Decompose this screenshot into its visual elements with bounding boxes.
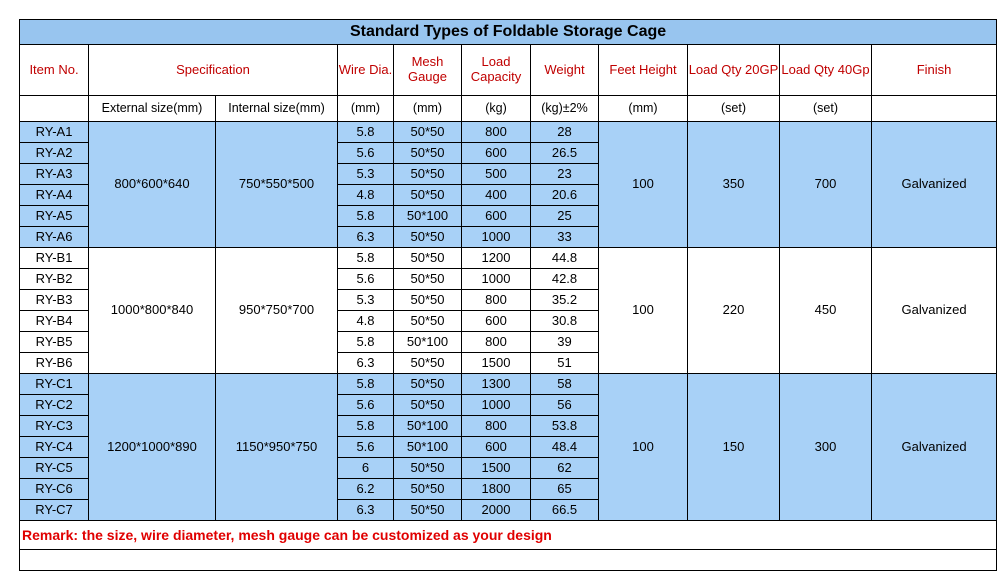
mesh-gauge-cell: 50*50 <box>394 395 462 416</box>
wire-dia-cell: 6.3 <box>338 500 394 521</box>
header-mesh-gauge: Mesh Gauge <box>394 45 462 96</box>
unit-load-qty-40gp: (set) <box>780 96 872 122</box>
unit-external-size: External size(mm) <box>89 96 216 122</box>
mesh-gauge-cell: 50*100 <box>394 332 462 353</box>
load-capacity-cell: 1500 <box>462 458 531 479</box>
table-title: Standard Types of Foldable Storage Cage <box>20 20 997 45</box>
weight-cell: 20.6 <box>531 185 599 206</box>
weight-cell: 62 <box>531 458 599 479</box>
weight-cell: 66.5 <box>531 500 599 521</box>
wire-dia-cell: 5.8 <box>338 332 394 353</box>
load-capacity-cell: 1000 <box>462 395 531 416</box>
wire-dia-cell: 5.8 <box>338 374 394 395</box>
internal-size-cell: 750*550*500 <box>216 122 338 248</box>
load-capacity-cell: 1000 <box>462 227 531 248</box>
mesh-gauge-cell: 50*100 <box>394 206 462 227</box>
unit-feet-height: (mm) <box>599 96 688 122</box>
weight-cell: 23 <box>531 164 599 185</box>
load-capacity-cell: 1300 <box>462 374 531 395</box>
wire-dia-cell: 5.3 <box>338 164 394 185</box>
unit-item-blank <box>20 96 89 122</box>
header-finish: Finish <box>872 45 997 96</box>
storage-cage-table <box>19 19 997 571</box>
weight-cell: 39 <box>531 332 599 353</box>
units-row <box>20 96 997 122</box>
mesh-gauge-cell: 50*50 <box>394 143 462 164</box>
mesh-gauge-cell: 50*50 <box>394 290 462 311</box>
header-item-no: Item No. <box>20 45 89 96</box>
weight-cell: 53.8 <box>531 416 599 437</box>
unit-load-capacity: (kg) <box>462 96 531 122</box>
mesh-gauge-cell: 50*100 <box>394 416 462 437</box>
external-size-cell: 1000*800*840 <box>89 248 216 374</box>
load-capacity-cell: 800 <box>462 332 531 353</box>
item-no-cell: RY-A4 <box>20 185 89 206</box>
header-load-capacity: Load Capacity <box>462 45 531 96</box>
feet-height-cell: 100 <box>599 374 688 521</box>
feet-height-cell: 100 <box>599 248 688 374</box>
item-no-cell: RY-A2 <box>20 143 89 164</box>
item-no-cell: RY-B2 <box>20 269 89 290</box>
load-capacity-cell: 800 <box>462 122 531 143</box>
mesh-gauge-cell: 50*50 <box>394 458 462 479</box>
load-capacity-cell: 600 <box>462 143 531 164</box>
internal-size-cell: 950*750*700 <box>216 248 338 374</box>
wire-dia-cell: 6 <box>338 458 394 479</box>
load-qty-40gp-cell: 300 <box>780 374 872 521</box>
finish-cell: Galvanized <box>872 374 997 521</box>
header-specification: Specification <box>89 45 338 96</box>
unit-internal-size: Internal size(mm) <box>216 96 338 122</box>
wire-dia-cell: 5.6 <box>338 437 394 458</box>
header-wire-dia: Wire Dia. <box>338 45 394 96</box>
wire-dia-cell: 5.6 <box>338 143 394 164</box>
item-no-cell: RY-B1 <box>20 248 89 269</box>
load-capacity-cell: 1800 <box>462 479 531 500</box>
load-capacity-cell: 2000 <box>462 500 531 521</box>
item-no-cell: RY-A3 <box>20 164 89 185</box>
mesh-gauge-cell: 50*50 <box>394 353 462 374</box>
item-no-cell: RY-C6 <box>20 479 89 500</box>
load-capacity-cell: 600 <box>462 311 531 332</box>
item-no-cell: RY-C7 <box>20 500 89 521</box>
wire-dia-cell: 5.6 <box>338 269 394 290</box>
header-row <box>20 45 997 96</box>
weight-cell: 58 <box>531 374 599 395</box>
unit-finish-blank <box>872 96 997 122</box>
mesh-gauge-cell: 50*50 <box>394 248 462 269</box>
wire-dia-cell: 5.8 <box>338 416 394 437</box>
load-capacity-cell: 600 <box>462 206 531 227</box>
item-no-cell: RY-C1 <box>20 374 89 395</box>
mesh-gauge-cell: 50*50 <box>394 500 462 521</box>
load-qty-20gp-cell: 350 <box>688 122 780 248</box>
load-qty-40gp-cell: 450 <box>780 248 872 374</box>
mesh-gauge-cell: 50*50 <box>394 311 462 332</box>
remark-text: Remark: the size, wire diameter, mesh gauge can be customized as your design <box>20 521 997 550</box>
item-no-cell: RY-A1 <box>20 122 89 143</box>
wire-dia-cell: 5.6 <box>338 395 394 416</box>
table-row <box>20 374 997 395</box>
unit-mesh-gauge: (mm) <box>394 96 462 122</box>
wire-dia-cell: 6.3 <box>338 353 394 374</box>
mesh-gauge-cell: 50*50 <box>394 227 462 248</box>
item-no-cell: RY-C2 <box>20 395 89 416</box>
mesh-gauge-cell: 50*50 <box>394 374 462 395</box>
load-capacity-cell: 800 <box>462 290 531 311</box>
mesh-gauge-cell: 50*50 <box>394 269 462 290</box>
item-no-cell: RY-A6 <box>20 227 89 248</box>
load-capacity-cell: 600 <box>462 437 531 458</box>
item-no-cell: RY-B3 <box>20 290 89 311</box>
header-load-qty-20gp: Load Qty 20GP <box>688 45 780 96</box>
blank-footer-row <box>20 550 997 571</box>
weight-cell: 56 <box>531 395 599 416</box>
header-weight: Weight <box>531 45 599 96</box>
header-load-qty-40gp: Load Qty 40Gp <box>780 45 872 96</box>
item-no-cell: RY-A5 <box>20 206 89 227</box>
load-capacity-cell: 1000 <box>462 269 531 290</box>
weight-cell: 48.4 <box>531 437 599 458</box>
wire-dia-cell: 5.3 <box>338 290 394 311</box>
feet-height-cell: 100 <box>599 122 688 248</box>
finish-cell: Galvanized <box>872 248 997 374</box>
mesh-gauge-cell: 50*50 <box>394 185 462 206</box>
load-qty-40gp-cell: 700 <box>780 122 872 248</box>
table-row <box>20 122 997 143</box>
unit-weight: (kg)±2% <box>531 96 599 122</box>
finish-cell: Galvanized <box>872 122 997 248</box>
load-qty-20gp-cell: 220 <box>688 248 780 374</box>
table-row <box>20 248 997 269</box>
load-capacity-cell: 500 <box>462 164 531 185</box>
weight-cell: 26.5 <box>531 143 599 164</box>
external-size-cell: 800*600*640 <box>89 122 216 248</box>
load-capacity-cell: 1200 <box>462 248 531 269</box>
load-capacity-cell: 1500 <box>462 353 531 374</box>
item-no-cell: RY-C3 <box>20 416 89 437</box>
weight-cell: 65 <box>531 479 599 500</box>
load-capacity-cell: 800 <box>462 416 531 437</box>
weight-cell: 51 <box>531 353 599 374</box>
external-size-cell: 1200*1000*890 <box>89 374 216 521</box>
item-no-cell: RY-C4 <box>20 437 89 458</box>
mesh-gauge-cell: 50*50 <box>394 122 462 143</box>
weight-cell: 35.2 <box>531 290 599 311</box>
wire-dia-cell: 6.2 <box>338 479 394 500</box>
weight-cell: 25 <box>531 206 599 227</box>
wire-dia-cell: 5.8 <box>338 248 394 269</box>
mesh-gauge-cell: 50*50 <box>394 164 462 185</box>
weight-cell: 44.8 <box>531 248 599 269</box>
item-no-cell: RY-B4 <box>20 311 89 332</box>
mesh-gauge-cell: 50*100 <box>394 437 462 458</box>
wire-dia-cell: 5.8 <box>338 206 394 227</box>
unit-load-qty-20gp: (set) <box>688 96 780 122</box>
wire-dia-cell: 5.8 <box>338 122 394 143</box>
internal-size-cell: 1150*950*750 <box>216 374 338 521</box>
unit-wire-dia: (mm) <box>338 96 394 122</box>
weight-cell: 30.8 <box>531 311 599 332</box>
item-no-cell: RY-B5 <box>20 332 89 353</box>
spec-sheet <box>19 19 996 571</box>
item-no-cell: RY-B6 <box>20 353 89 374</box>
wire-dia-cell: 6.3 <box>338 227 394 248</box>
weight-cell: 42.8 <box>531 269 599 290</box>
header-feet-height: Feet Height <box>599 45 688 96</box>
mesh-gauge-cell: 50*50 <box>394 479 462 500</box>
load-capacity-cell: 400 <box>462 185 531 206</box>
weight-cell: 28 <box>531 122 599 143</box>
weight-cell: 33 <box>531 227 599 248</box>
item-no-cell: RY-C5 <box>20 458 89 479</box>
wire-dia-cell: 4.8 <box>338 185 394 206</box>
load-qty-20gp-cell: 150 <box>688 374 780 521</box>
wire-dia-cell: 4.8 <box>338 311 394 332</box>
